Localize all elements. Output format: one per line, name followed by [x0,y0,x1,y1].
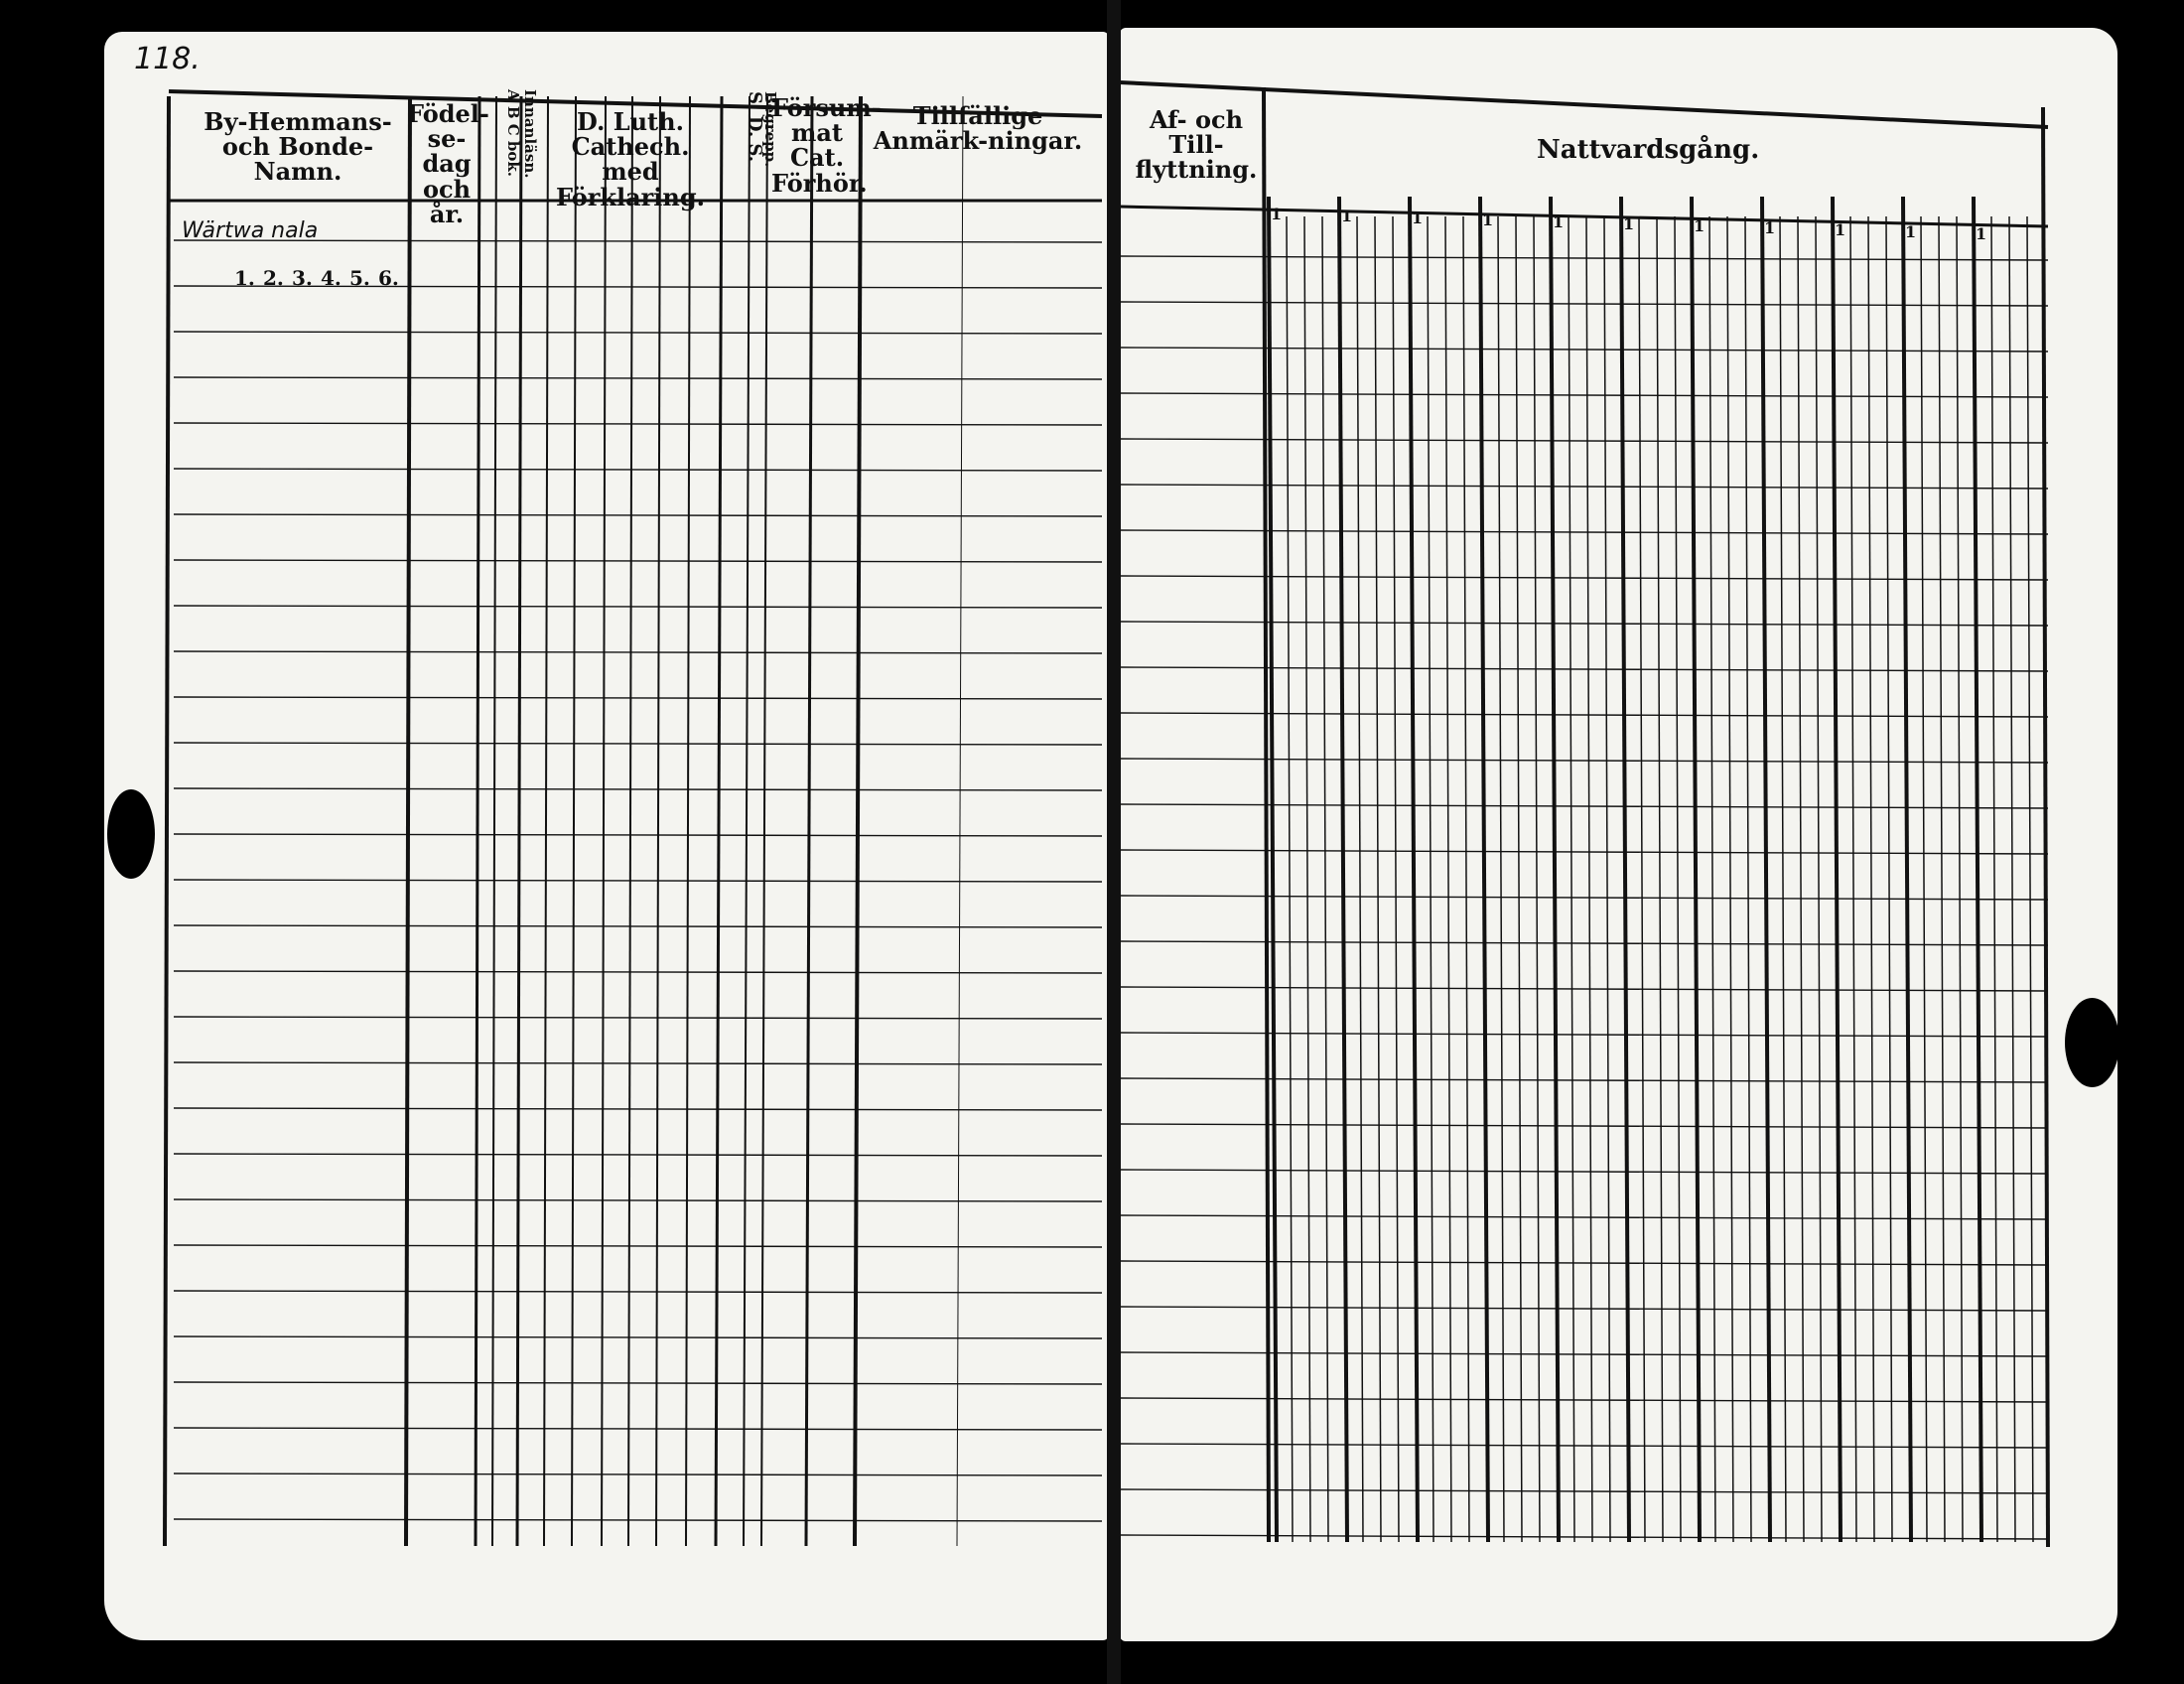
sub-rule [1304,216,1310,1542]
column-mark: 1 [1976,224,1987,243]
row-rule [1120,622,2048,626]
binding-hole-right [2065,998,2119,1087]
column-mark: 1 [1553,212,1565,231]
sub-rule [1657,216,1663,1542]
row-rule [174,1428,1102,1430]
sub-rule [1886,216,1892,1542]
sub-rule [1850,216,1856,1542]
row-rule [1120,439,2048,443]
sub-rule [1745,216,1751,1542]
header-af-och-tillflyttning: Af- och Till-flyttning. [1135,105,1258,185]
row-rule [174,1017,1102,1019]
sub-rule [1816,216,1822,1542]
row-rule [1120,393,2048,397]
row-rule [1120,576,2048,580]
sub-rule [1939,216,1945,1542]
column-mark: 1 [1764,218,1776,237]
column-rule [517,96,521,1546]
row-rule [174,1245,1102,1247]
row-rule [174,1291,1102,1293]
header-s-d-s: S. D. S. [745,91,765,163]
row-rule [1120,530,2048,534]
row-rule [174,788,1102,790]
group-rule [1974,197,1981,1542]
header-by-hemmans-och-bonde-namn: By-Hemmans-och Bonde-Namn. [204,107,392,187]
sub-rule [1709,216,1715,1542]
right-page [1120,28,2117,1641]
column-rule [492,96,496,1546]
row-rule [174,1062,1102,1064]
sub-rule [1780,216,1786,1542]
row-rule [174,1199,1102,1201]
column-rule [572,96,576,1546]
column-rule [476,96,479,1546]
book-spine [1107,0,1121,1684]
header-tillfallige-anmarkningar: Tillfällige Anmärk-ningar. [873,101,1083,156]
cathech-number: 4. [321,266,341,290]
row-rule [174,743,1102,745]
right-page-ruled-grid [1120,28,2117,1641]
binding-hole-left [107,789,155,879]
group-rule [1480,197,1488,1542]
sub-rule [1322,216,1328,1542]
column-rule [806,96,812,1546]
row-rule [174,651,1102,653]
column-rule [686,96,690,1546]
row-rule [1120,256,2048,260]
row-rule [1120,804,2048,808]
row-rule [174,377,1102,379]
sub-rule [1516,216,1522,1542]
row-rule [174,1336,1102,1338]
left-page [104,32,1109,1640]
row-rule [1120,302,2048,306]
column-rule [628,96,632,1546]
sub-rule [1375,216,1381,1542]
row-rule [174,560,1102,562]
column-mark: 1 [1835,220,1846,239]
header-forsumat-cat-forhor: Försum-mat Cat. Förhör. [771,93,882,198]
row-rule [174,1519,1102,1521]
header-nattvardsgang: Nattvardsgång. [1537,135,1760,165]
group-rule [1762,197,1770,1542]
column-mark: 1 [1623,214,1635,233]
sub-rule [1569,216,1574,1542]
column-rule [744,96,750,1546]
row-rule [1120,348,2048,351]
header-begrepp: Begrepp. [761,91,779,168]
column-rule [602,96,606,1546]
row-rule [174,1474,1102,1475]
sub-rule [1428,216,1433,1542]
sub-rule [1586,216,1592,1542]
column-mark: 1 [1271,205,1283,223]
row-rule [174,332,1102,334]
row-rule [174,423,1102,425]
sub-rule [1463,216,1469,1542]
column-mark: 1 [1482,210,1494,229]
row-rule [1120,667,2048,671]
sub-rule [1957,216,1963,1542]
row-rule [1120,713,2048,717]
column-mark: 1 [1412,209,1424,227]
group-rule [1833,197,1841,1542]
column-rule [406,96,410,1546]
group-rule [1551,197,1559,1542]
row-rule [1120,759,2048,763]
column-rule [165,96,169,1546]
row-rule [174,286,1102,288]
header-innanlasning: Innanläsn. [521,89,539,179]
cathech-number: 3. [292,266,313,290]
row-rule [174,971,1102,973]
row-rule [174,697,1102,699]
sub-rule [1727,216,1733,1542]
row-rule [174,925,1102,927]
row-rule [1120,485,2048,489]
group-rule [1339,197,1347,1542]
handwritten-village-name: Wärtwa nala [182,218,319,243]
row-rule [174,1108,1102,1110]
header-fodelsedag: Födel-se-dag och år. [407,99,489,228]
cathech-number: 2. [263,266,284,290]
column-rule [544,96,548,1546]
column-rule [761,96,767,1546]
sub-rule [1287,216,1293,1542]
sub-rule [1639,216,1645,1542]
group-rule [1692,197,1700,1542]
group-rule [1621,197,1629,1542]
row-rule [174,1382,1102,1384]
column-mark: 1 [1341,207,1353,225]
group-rule [1410,197,1418,1542]
cathech-number: 1. [234,266,255,290]
column-rule [855,96,861,1546]
sub-rule [1991,216,1997,1542]
column-rule [716,96,722,1546]
sub-rule [1393,216,1399,1542]
right-edge-rule [2043,107,2048,1547]
row-rule [174,1154,1102,1156]
sub-rule [1868,216,1874,1542]
sub-rule [1675,216,1681,1542]
header-abc-bok: A B C bok. [504,89,522,178]
row-rule [174,469,1102,471]
column-rule [957,96,963,1546]
sub-rule [1921,216,1927,1542]
row-rule [174,606,1102,608]
cathech-number: 6. [378,266,399,290]
sub-rule [1498,216,1504,1542]
sub-rule [2009,216,2015,1542]
cathech-number: 5. [349,266,370,290]
row-rule [174,880,1102,882]
row-rule [1120,1535,2048,1539]
page-number: 118. [134,42,201,76]
column-mark: 1 [1905,222,1917,241]
row-rule [174,514,1102,516]
sub-rule [1534,216,1540,1542]
column-mark: 1 [1694,216,1706,235]
group-rule [1903,197,1911,1542]
sub-rule [1798,216,1804,1542]
column-rule [656,96,660,1546]
header-luth-cathech: D. Luth. Cathech. med Förklaring. [555,107,706,211]
sub-rule [1604,216,1610,1542]
row-rule [174,834,1102,836]
sub-rule [1357,216,1363,1542]
sub-rule [1445,216,1451,1542]
sub-rule [2027,216,2033,1542]
